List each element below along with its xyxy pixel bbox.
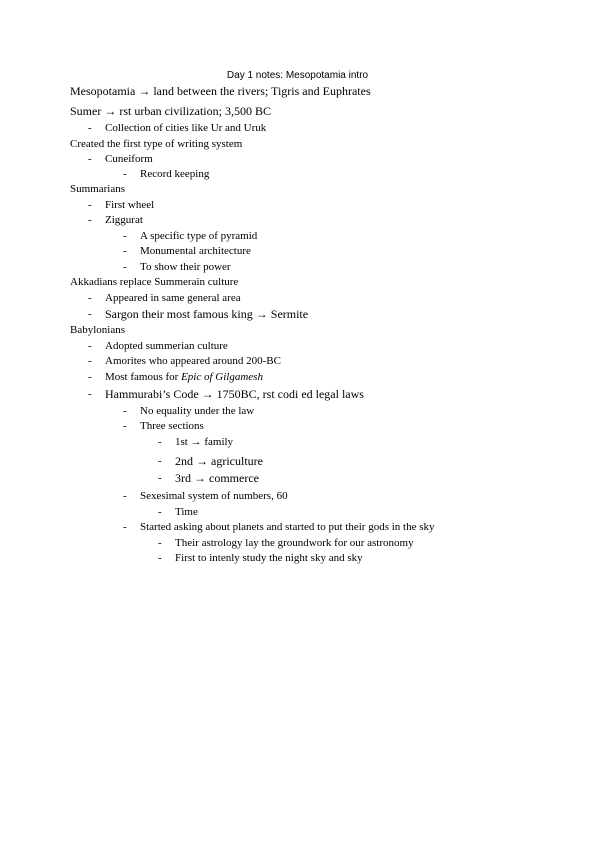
bullet-dash: - — [88, 292, 92, 304]
page-title: Day 1 notes: Mesopotamia intro — [226, 70, 369, 81]
bullet-dash: - — [123, 490, 127, 502]
bullet-dash: - — [158, 455, 162, 467]
note-line: Babylonians — [70, 324, 125, 336]
note-line: Ziggurat — [105, 214, 143, 226]
note-line — [105, 370, 263, 384]
note-line: Their astrology lay the groundwork for our astronomy — [175, 537, 414, 549]
note-line: Amorites who appeared around 200-BC — [105, 355, 281, 367]
note-line: Summarians — [70, 183, 125, 195]
bullet-dash: - — [123, 168, 127, 180]
bullet-dash: - — [88, 388, 92, 400]
note-line: Hammurabi’s Code → 1750BC, rst codi ed legal laws — [105, 387, 364, 401]
bullet-dash: - — [88, 371, 92, 383]
note-line: Adopted summerian culture — [105, 340, 228, 352]
note-line: To show their power — [140, 261, 231, 273]
bullet-dash: - — [123, 261, 127, 273]
bullet-dash: - — [158, 436, 162, 448]
bullet-dash: - — [158, 472, 162, 484]
bullet-dash: - — [123, 405, 127, 417]
bullet-dash: - — [123, 420, 127, 432]
note-line: Sumer → rst urban civilization; 3,500 BC — [70, 104, 271, 118]
bullet-dash: - — [88, 122, 92, 134]
note-line: Mesopotamia → land between the rivers; Tigris and Euphrates — [70, 84, 371, 98]
note-line: A specific type of pyramid — [140, 230, 258, 242]
note-line: Monumental architecture — [140, 245, 251, 257]
note-line: Cuneiform — [105, 153, 153, 165]
note-line: 2nd → agriculture — [175, 454, 263, 468]
bullet-dash: - — [158, 537, 162, 549]
book-title: Epic of Gilgamesh — [181, 371, 263, 383]
note-line: Collection of cities like Ur and Uruk — [105, 122, 267, 134]
note-line: No equality under the law — [140, 405, 255, 417]
note-line: Akkadians replace Summerain culture — [70, 276, 239, 288]
note-line: Record keeping — [140, 168, 210, 180]
note-line: Time — [175, 506, 198, 518]
note-line: Sexesimal system of numbers, 60 — [140, 490, 288, 502]
note-line: 3rd → commerce — [175, 471, 259, 485]
note-line: Started asking about planets and started to put their gods in the sky — [140, 521, 435, 533]
bullet-dash: - — [88, 340, 92, 352]
bullet-dash: - — [88, 355, 92, 367]
note-line: Sargon their most famous king → Sermite — [105, 307, 309, 321]
bullet-dash: - — [158, 506, 162, 518]
note-line: Created the first type of writing system — [70, 138, 243, 150]
note-text: Most famous for — [105, 371, 182, 383]
note-line: First wheel — [105, 199, 155, 211]
note-line: 1st → family — [175, 436, 234, 448]
note-line: Three sections — [140, 420, 204, 432]
note-line: Appeared in same general area — [105, 292, 241, 304]
bullet-dash: - — [88, 199, 92, 211]
bullet-dash: - — [123, 245, 127, 257]
bullet-dash: - — [88, 153, 92, 165]
bullet-dash: - — [123, 230, 127, 242]
note-line: First to intenly study the night sky and sky — [175, 552, 363, 564]
bullet-dash: - — [88, 308, 92, 320]
bullet-dash: - — [123, 521, 127, 533]
bullet-dash: - — [158, 552, 162, 564]
bullet-dash: - — [88, 214, 92, 226]
